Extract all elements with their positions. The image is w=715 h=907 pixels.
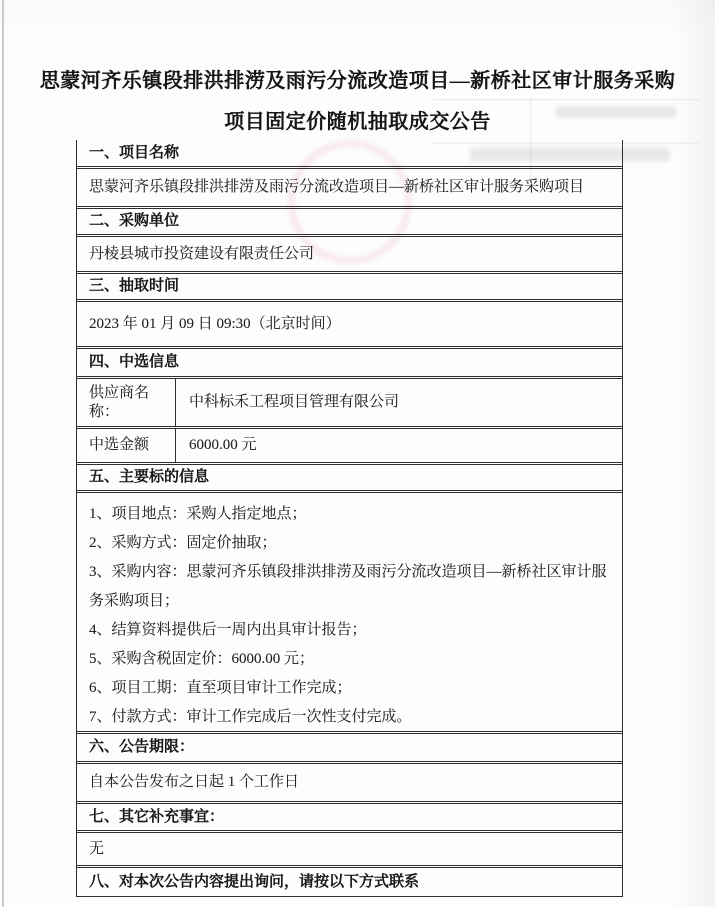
subject-info-list-row	[77, 492, 622, 732]
section-header-label: 五、主要标的信息	[89, 469, 210, 486]
list-item: 4、结算资料提供后一周内出具审计报告；	[89, 622, 367, 638]
supplier-name-row	[77, 378, 622, 427]
list-item: 3、采购内容：思蒙河齐乐镇段排洪排涝及雨污分流改造项目—新桥社区审计服务采购项目；	[89, 564, 607, 609]
section-header-label: 四、中选信息	[89, 354, 180, 371]
purchaser-value: 丹棱县城市投资建设有限责任公司	[89, 245, 315, 262]
announcement-table	[76, 140, 623, 897]
purchaser-value-row	[77, 236, 622, 272]
section-header-contact	[77, 867, 622, 897]
supplementary-value-row	[77, 832, 622, 866]
project-name-value-row	[77, 168, 622, 207]
list-item: 1、项目地点：采购人指定地点；	[89, 506, 307, 522]
draw-time-value-row	[77, 301, 622, 347]
section-header-project-name	[77, 140, 622, 167]
bleedthrough-line	[432, 99, 700, 100]
section-header-purchaser	[77, 208, 622, 235]
section-header-label: 七、其它补充事宜：	[89, 808, 225, 825]
winning-amount-label: 中选金额	[77, 429, 176, 462]
draw-time-value: 2023 年 01 月 09 日 09:30（北京时间）	[89, 315, 341, 332]
section-header-label: 二、采购单位	[89, 213, 180, 230]
notice-period-value: 自本公告发布之日起 1 个工作日	[89, 774, 300, 791]
section-header-label: 八、对本次公告内容提出询问，请按以下方式联系	[89, 873, 420, 890]
section-header-draw-time	[77, 273, 622, 300]
supplier-name-value: 中科标禾工程项目管理有限公司	[189, 394, 400, 411]
section-header-winner-info	[77, 348, 622, 377]
winning-amount-row	[77, 428, 622, 463]
winning-amount-value: 6000.00 元	[189, 437, 257, 454]
section-header-label: 六、公告期限：	[89, 739, 195, 756]
document-title-line2: 项目固定价随机抽取成交公告	[224, 111, 491, 133]
section-header-label: 三、抽取时间	[89, 278, 180, 295]
section-header-label: 一、项目名称	[89, 144, 180, 161]
section-header-supplementary	[77, 803, 622, 831]
section-header-notice-period	[77, 733, 622, 762]
list-item: 5、采购含税固定价：6000.00 元；	[89, 651, 315, 667]
document-title-line1: 思蒙河齐乐镇段排洪排涝及雨污分流改造项目—新桥社区审计服务采购	[39, 70, 676, 92]
notice-period-value-row	[77, 763, 622, 802]
supplier-name-label: 供应商名称：	[77, 379, 176, 426]
list-item: 7、付款方式：审计工作完成后一次性支付完成。	[89, 709, 412, 725]
section-header-subject-info	[77, 464, 622, 491]
list-item: 2、采购方式：固定价抽取；	[89, 535, 277, 551]
project-name-value: 思蒙河齐乐镇段排洪排涝及雨污分流改造项目—新桥社区审计服务采购项目	[89, 179, 585, 196]
supplementary-value: 无	[89, 840, 105, 857]
scan-edge-artifact	[2, 0, 4, 907]
list-item: 6、项目工期：直至项目审计工作完成；	[89, 680, 352, 696]
